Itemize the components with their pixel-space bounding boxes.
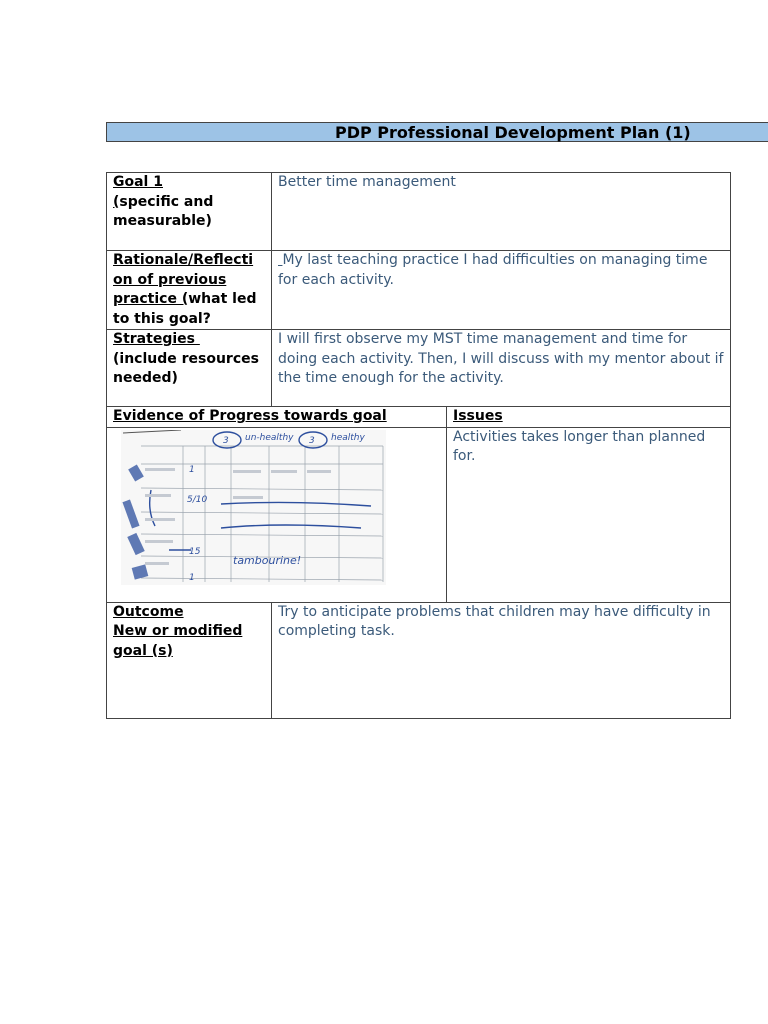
rationale-label: Rationale/Reflecti on of previous practice ( [113, 252, 254, 307]
strategies-value-cell [272, 330, 731, 407]
strategies-value: I will first observe my MST time management and time for doing each activity. Then, I will discuss with my mentor about if the time enough for the activity. [278, 331, 724, 386]
outcome-value-cell [272, 602, 731, 718]
evidence-photo [107, 428, 446, 585]
worksheet-photo [121, 430, 386, 585]
outcome-row [107, 602, 731, 718]
outcome-value: Try to anticipate problems that children may have difficulty in completing task. [278, 603, 711, 639]
rationale-label-cell [107, 251, 272, 330]
annotation-score3: 15 [189, 546, 201, 557]
evidence-header-row [107, 407, 731, 428]
outcome-label: Outcome [113, 603, 184, 620]
rationale-label-rest: what led to this goal? [113, 291, 257, 327]
strategies-label-rest: (include resources needed) [113, 350, 259, 386]
annotation-score1: 1 [189, 464, 195, 475]
evidence-header-cell [107, 407, 447, 428]
document-title-text: PDP Professional Development Plan (1) [335, 123, 691, 142]
rationale-value: My last teaching practice I had difficulties on managing time for each activity. [278, 252, 708, 288]
annotation-text-left: un-healthy [245, 432, 294, 443]
strategies-label-cell [107, 330, 272, 407]
outcome-label-cell [107, 602, 272, 718]
issues-value-cell [447, 427, 731, 602]
document-title [106, 122, 768, 142]
plan-table [106, 172, 731, 719]
goal-label-rest: specific and measurable) [113, 193, 214, 229]
issues-value: Activities takes longer than planned for. [453, 428, 706, 464]
evidence-image-cell [107, 427, 447, 602]
evidence-header: Evidence of Progress towards goal [113, 408, 387, 424]
strategies-label: Strategies [113, 331, 200, 347]
annotation-score4: 1 [189, 572, 195, 583]
goal-row [107, 173, 731, 251]
evidence-row [107, 427, 731, 602]
goal-value-cell [272, 173, 731, 251]
issues-header: Issues [453, 408, 503, 424]
strategies-row [107, 330, 731, 407]
goal-value: Better time management [278, 174, 456, 190]
rationale-value-cell [272, 251, 731, 330]
rationale-row [107, 251, 731, 330]
annotation-circle-left: 3 [223, 435, 229, 446]
goal-label: Goal 1 [113, 174, 163, 190]
goal-label-cell [107, 173, 272, 251]
annotation-text-right: healthy [331, 432, 365, 443]
goal-label-paren: ( [113, 193, 120, 210]
annotation-circle-right: 3 [309, 435, 315, 446]
outcome-label-rest: New or modified goal (s) [113, 623, 243, 659]
annotation-score2: 5/10 [187, 494, 208, 505]
issues-header-cell [447, 407, 731, 428]
annotation-note: tambourine! [233, 553, 302, 567]
